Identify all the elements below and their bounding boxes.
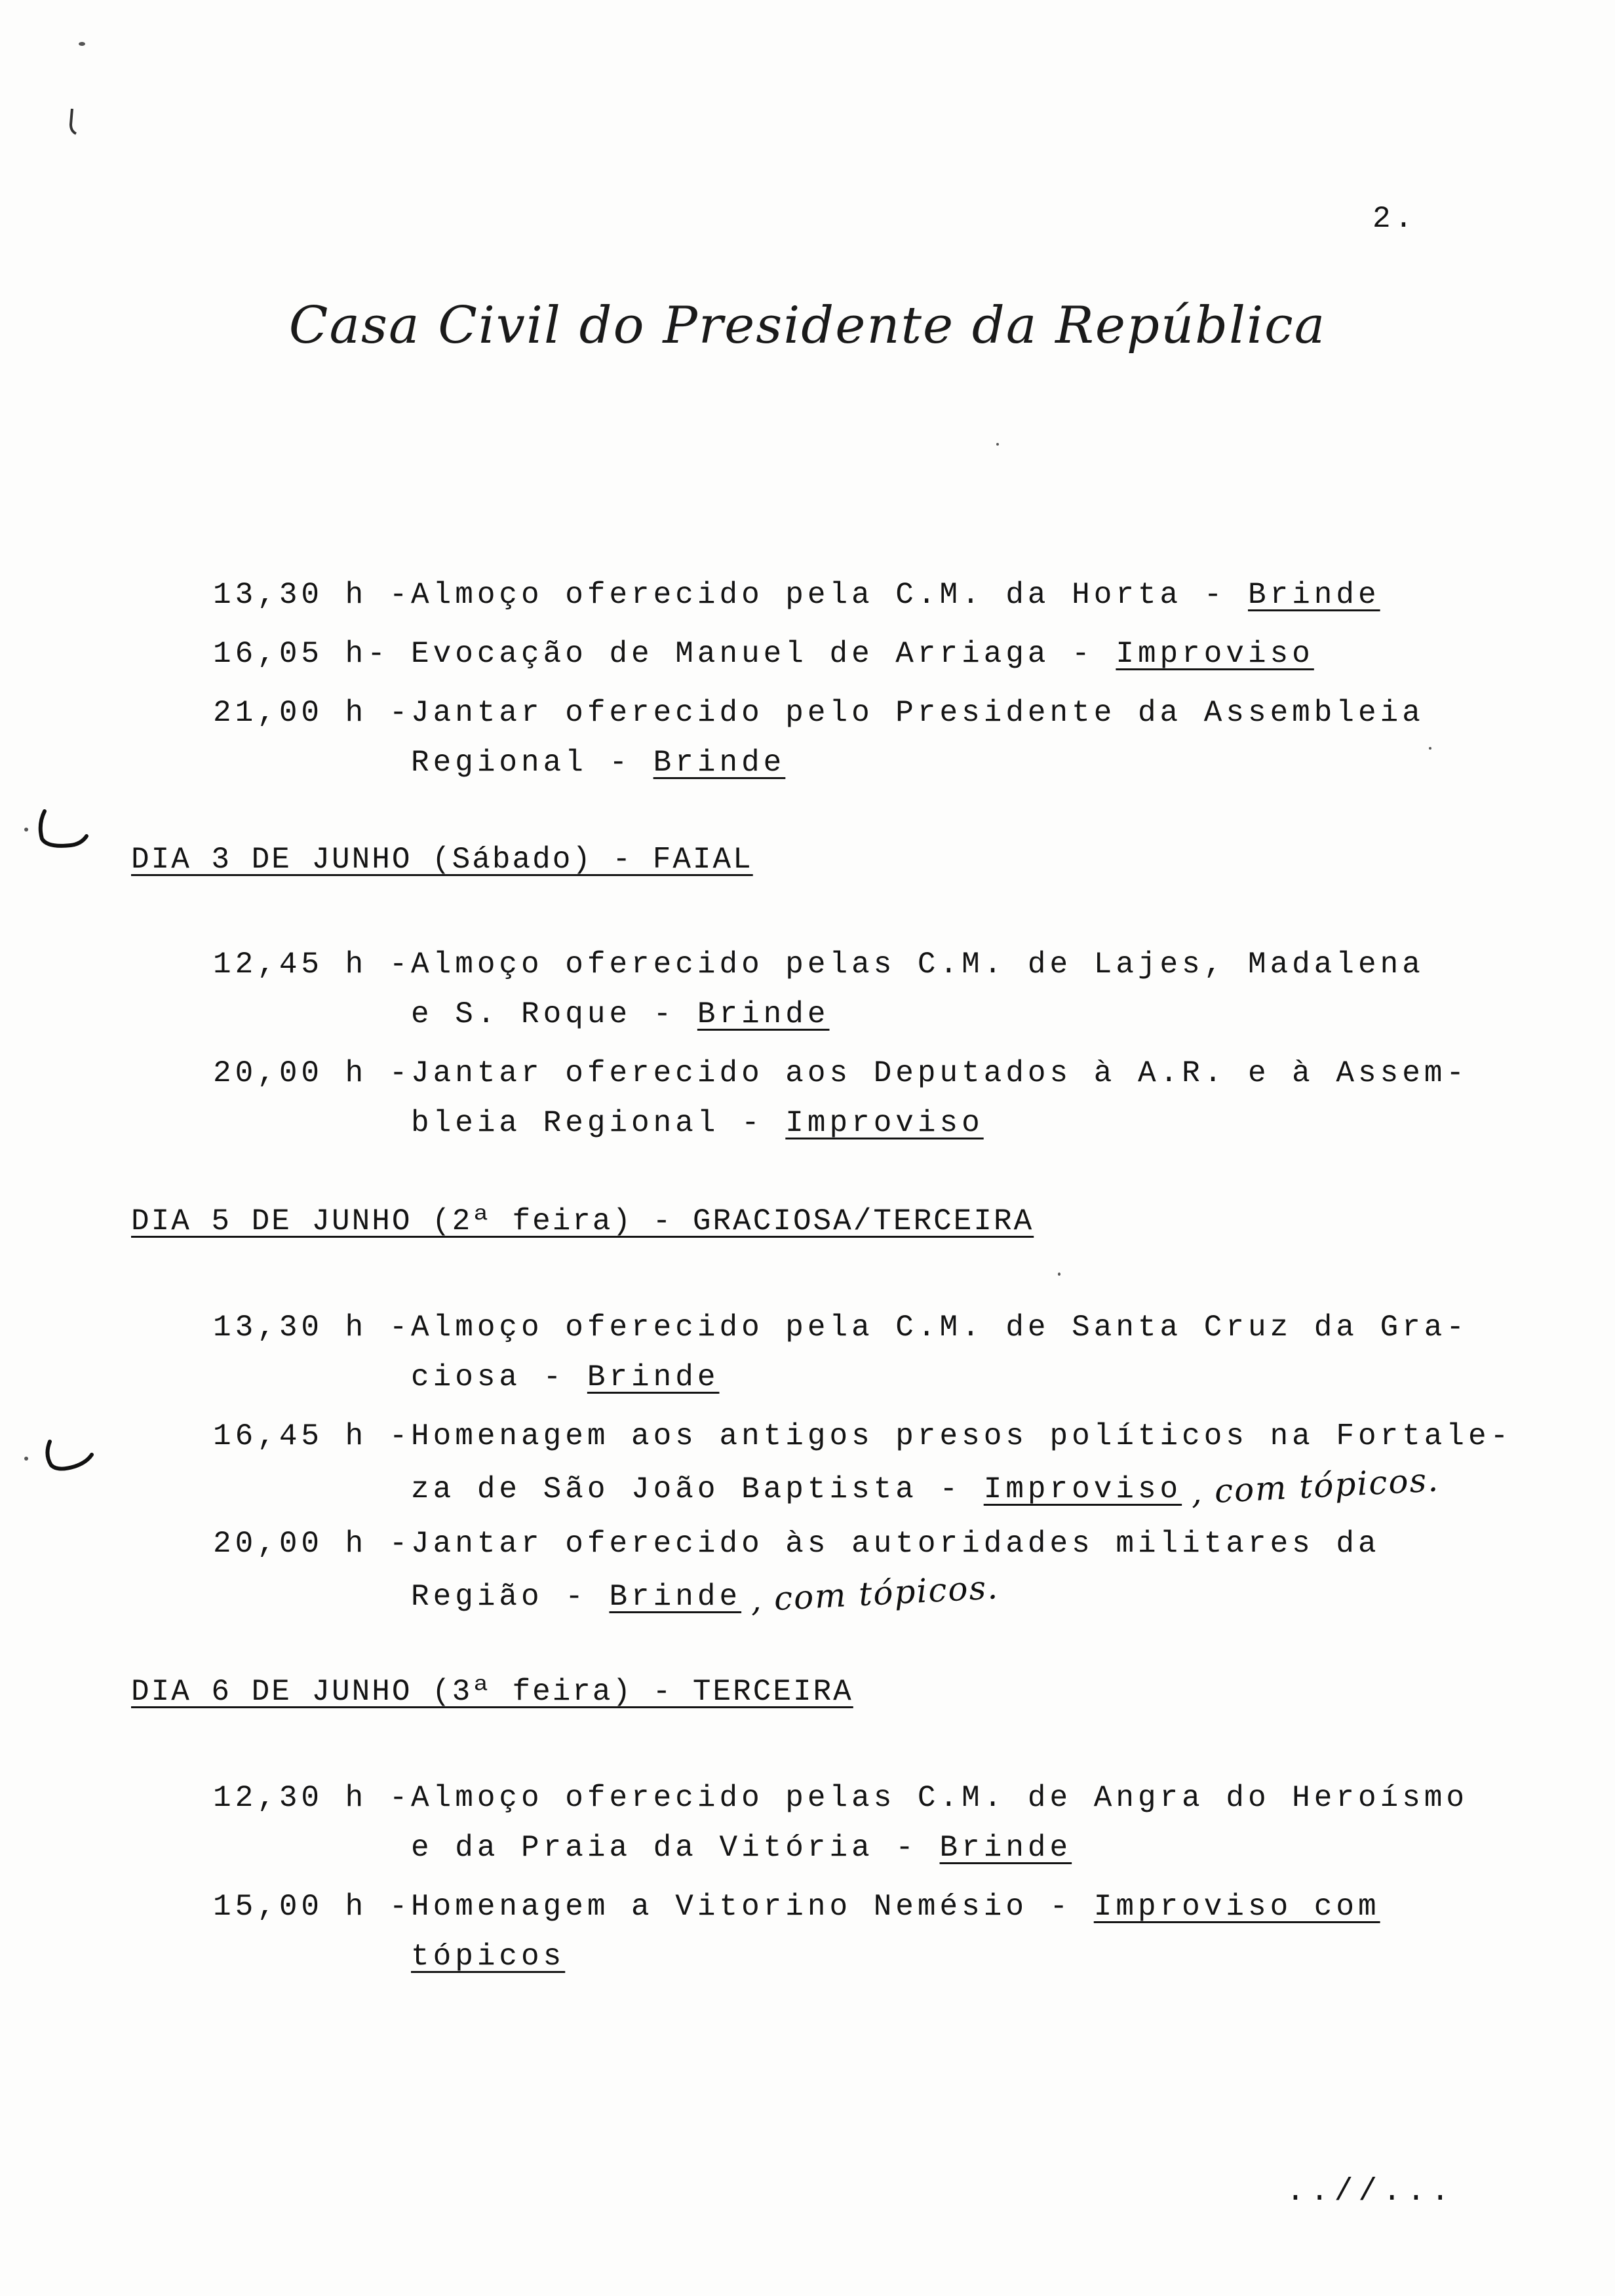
entry-line: Almoço oferecido pela C.M. da Horta - Brinde	[411, 578, 1380, 612]
entry-time: 16,45 h -	[213, 1419, 412, 1453]
continuation-mark: ..//...	[1286, 2174, 1455, 2210]
scan-speck	[996, 443, 999, 446]
entry-time: 20,00 h -	[213, 1527, 412, 1561]
handwritten-annotation: , com tópicos.	[749, 1568, 1000, 1619]
entry-line: Homenagem a Vitorino Nemésio - Improviso com	[411, 1890, 1380, 1924]
entry-time: 13,30 h -	[213, 1311, 412, 1345]
speech-type: tópicos	[411, 1940, 566, 1974]
entry-line: Jantar oferecido às autoridades militares da	[411, 1527, 1380, 1561]
entry-line: Jantar oferecido aos Deputados à A.R. e à Assem-	[411, 1056, 1469, 1090]
entry-line: za de São João Baptista - Improviso , com tópicos.	[411, 1461, 1615, 1514]
speech-type: Brinde	[653, 746, 786, 780]
scan-speck	[1429, 747, 1431, 750]
entry-line: Região - Brinde , com tópicos.	[411, 1569, 1615, 1622]
page-number: 2.	[1372, 202, 1417, 236]
entry-line: Almoço oferecido pelas C.M. de Lajes, Madalena	[411, 947, 1424, 982]
speech-type: Brinde	[1247, 578, 1380, 612]
speech-type: Improviso	[1116, 637, 1314, 671]
entry-time: 12,30 h -	[213, 1781, 412, 1815]
entry-time: 16,05 h-	[213, 637, 389, 671]
speech-type: Brinde	[609, 1580, 742, 1614]
speech-type: Brinde	[587, 1360, 720, 1394]
day-heading: DIA 6 DE JUNHO (3ª feira) - TERCEIRA	[131, 1675, 853, 1709]
entry-time: 21,00 h -	[213, 696, 412, 730]
scan-speck	[1058, 1272, 1060, 1276]
margin-speck	[79, 42, 85, 46]
margin-tick-mark	[64, 105, 84, 138]
day-heading: DIA 5 DE JUNHO (2ª feira) - GRACIOSA/TERCEIRA	[131, 1204, 1034, 1238]
entry-line: ciosa - Brinde	[411, 1360, 720, 1394]
speech-type: Improviso	[785, 1106, 984, 1140]
entry-time: 13,30 h -	[213, 578, 412, 612]
speech-type: Brinde	[697, 997, 830, 1031]
entry-line: Regional - Brinde	[411, 746, 786, 780]
entry-line: bleia Regional - Improviso	[411, 1106, 984, 1140]
entry-line: e S. Roque - Brinde	[411, 997, 830, 1031]
entry-line: Almoço oferecido pela C.M. de Santa Cruz da Gra-	[411, 1311, 1469, 1345]
margin-bracket-mark	[18, 1432, 97, 1485]
day-heading: DIA 3 DE JUNHO (Sábado) - FAIAL	[131, 843, 753, 877]
entry-time: 20,00 h -	[213, 1056, 412, 1090]
entry-line: Jantar oferecido pelo Presidente da Assembleia	[411, 696, 1424, 730]
entry-line: Evocação de Manuel de Arriaga - Improviso	[411, 637, 1314, 671]
entry-line: Homenagem aos antigos presos políticos na Fortale-	[411, 1419, 1513, 1453]
entry-time: 12,45 h -	[213, 947, 412, 982]
speech-type: Improviso	[983, 1472, 1182, 1506]
entry-line: e da Praia da Vitória - Brinde	[411, 1831, 1072, 1865]
entry-time: 15,00 h -	[213, 1890, 412, 1924]
entry-line: Almoço oferecido pelas C.M. de Angra do Heroísmo	[411, 1781, 1469, 1815]
margin-bracket-mark	[18, 805, 90, 857]
handwritten-annotation: , com tópicos.	[1190, 1461, 1441, 1512]
letterhead: Casa Civil do Presidente da República	[288, 296, 1327, 355]
speech-type: Brinde	[939, 1831, 1072, 1865]
entry-line	[411, 1932, 1615, 1981]
speech-type: Improviso com	[1093, 1890, 1380, 1924]
